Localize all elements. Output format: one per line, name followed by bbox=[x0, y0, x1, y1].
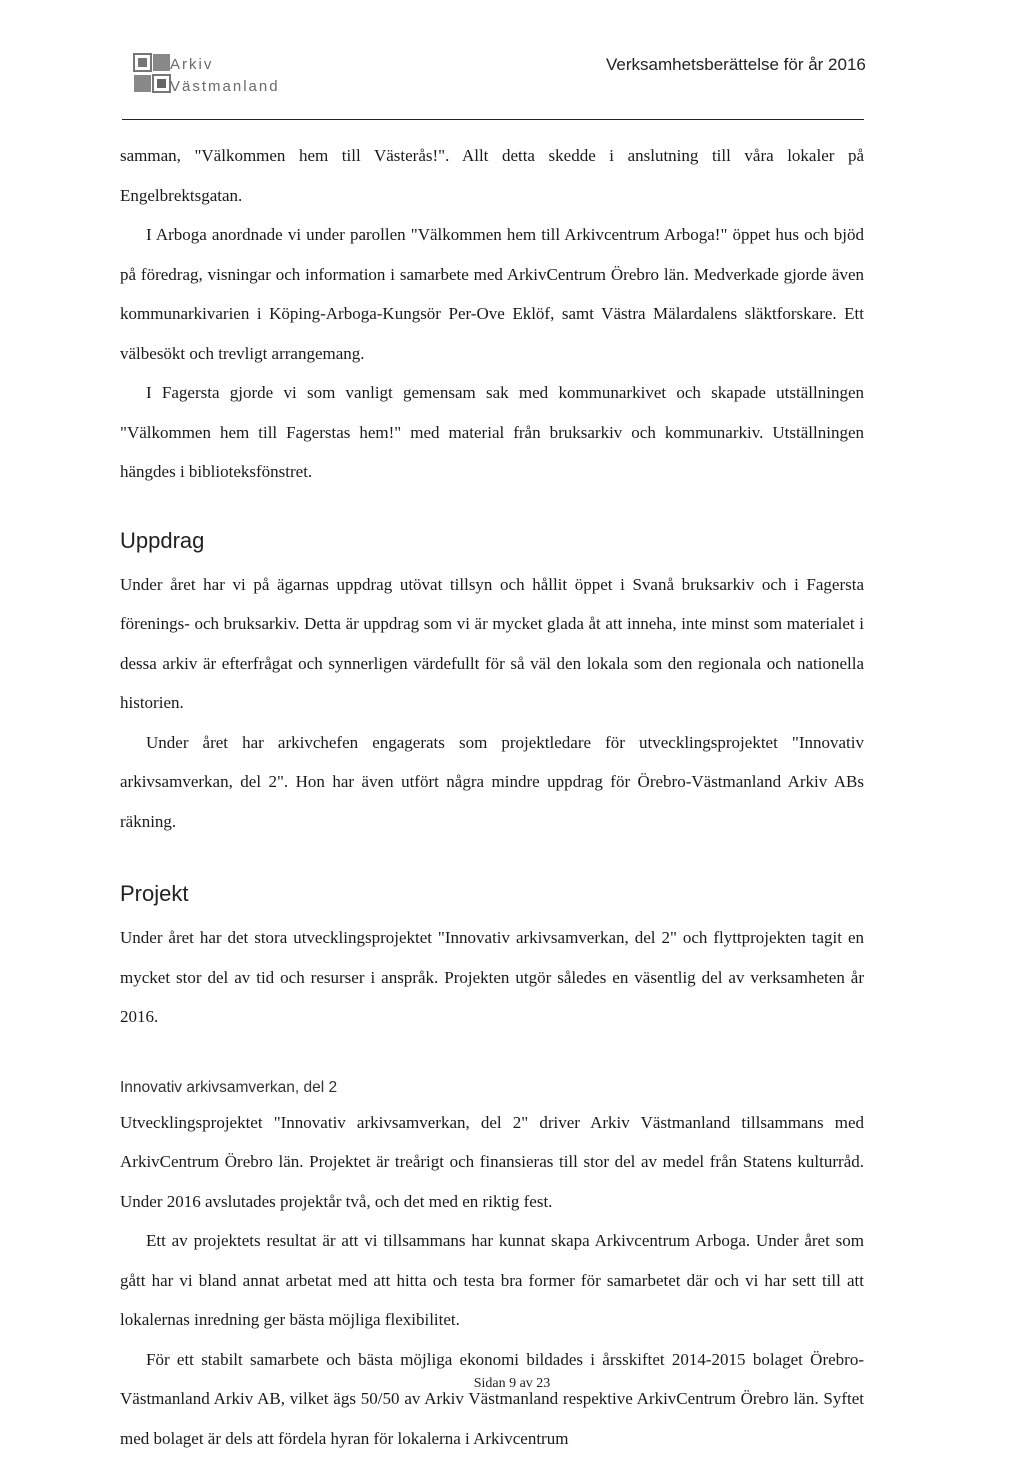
heading-projekt: Projekt bbox=[120, 879, 864, 909]
paragraph-innovativ-2: Ett av projektets resultat är att vi tillsammans har kunnat skapa Arkivcentrum Arboga. Under året som gått har vi bland annat arbetat med att hitta och testa bra former för samarbetet där och vi har sett till att lokalernas inredning ger bästa möjliga flexibilitet. bbox=[120, 1221, 864, 1340]
logo-mark-icon bbox=[130, 52, 174, 96]
paragraph-uppdrag-1: Under året har vi på ägarnas uppdrag utövat tillsyn och hållit öppet i Svanå bruksarkiv och i Fagersta förenings- och bruksarkiv. Detta är uppdrag som vi är mycket glada åt att inneha, inte minst som materialet i dessa arkiv är efterfrågat och synnerligen värdefullt för så väl den lokala som den regionala och nationella historien. bbox=[120, 565, 864, 723]
logo-line-1: Arkiv bbox=[170, 54, 280, 76]
paragraph-intro-2: I Arboga anordnade vi under parollen "Välkommen hem till Arkivcentrum Arboga!" öppet hus och bjöd på föredrag, visningar och information i samarbete med ArkivCentrum Örebro län. Medverkade gjorde även kommunarkivarien i Köping-Arboga-Kungsör Per-Ove Eklöf, samt Västra Mälardalens släktforskare. Ett välbesökt och trevligt arrangemang. bbox=[120, 215, 864, 373]
logo-line-2: Västmanland bbox=[170, 76, 280, 98]
logo-text bbox=[170, 54, 280, 98]
paragraph-innovativ-1: Utvecklingsprojektet "Innovativ arkivsamverkan, del 2" driver Arkiv Västmanland tillsammans med ArkivCentrum Örebro län. Projektet är treårigt och finansieras till stor del av medel från Statens kulturråd. Under 2016 avslutades projektår två, och det med en riktig fest. bbox=[120, 1103, 864, 1222]
header-divider bbox=[122, 119, 864, 120]
page-content bbox=[120, 136, 864, 1458]
paragraph-projekt-1: Under året har det stora utvecklingsprojektet "Innovativ arkivsamverkan, del 2" och flyttprojekten tagit en mycket stor del av tid och resurser i anspråk. Projekten utgör således en väsentlig del av verksamheten år 2016. bbox=[120, 918, 864, 1037]
paragraph-uppdrag-2: Under året har arkivchefen engagerats som projektledare för utvecklingsprojektet "Innovativ arkivsamverkan, del 2". Hon har även utfört några mindre uppdrag för Örebro-Västmanland Arkiv ABs räkning. bbox=[120, 723, 864, 842]
document-title: Verksamhetsberättelse för år 2016 bbox=[606, 55, 866, 75]
paragraph-innovativ-3: För ett stabilt samarbete och bästa möjliga ekonomi bildades i årsskiftet 2014-2015 bolaget Örebro-Västmanland Arkiv AB, vilket ägs 50/50 av Arkiv Västmanland respektive ArkivCentrum Örebro län. Syftet med bolaget är dels att fördela hyran för lokalerna i Arkivcentrum bbox=[120, 1340, 864, 1458]
heading-innovativ-arkivsamverkan: Innovativ arkivsamverkan, del 2 bbox=[120, 1075, 864, 1101]
paragraph-intro-1: samman, "Välkommen hem till Västerås!". Allt detta skedde i anslutning till våra lokaler på Engelbrektsgatan. bbox=[120, 136, 864, 215]
page-footer bbox=[0, 1376, 1024, 1392]
page-number: Sidan 9 av 23 bbox=[474, 1376, 551, 1391]
arkiv-vastmanland-logo bbox=[130, 52, 320, 104]
paragraph-intro-3: I Fagersta gjorde vi som vanligt gemensam sak med kommunarkivet och skapade utställningen "Välkommen hem till Fagerstas hem!" med material från bruksarkiv och kommunarkiv. Utställningen hängdes i biblioteksfönstret. bbox=[120, 373, 864, 492]
heading-uppdrag: Uppdrag bbox=[120, 526, 864, 556]
page-header bbox=[0, 0, 1024, 125]
